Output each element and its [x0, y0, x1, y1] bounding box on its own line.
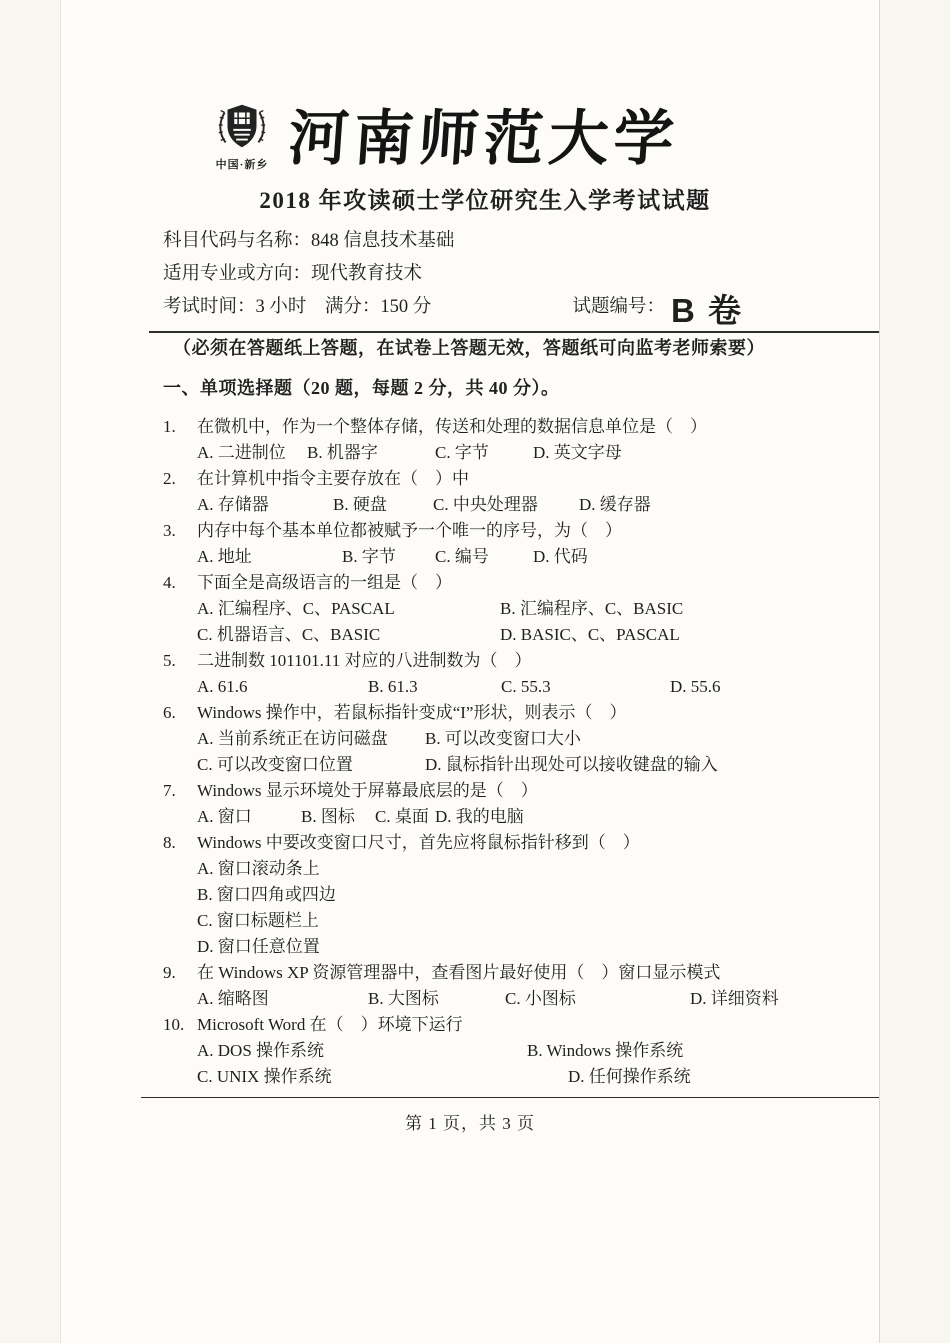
- question-number: 10.: [163, 1015, 185, 1034]
- option-row: [197, 622, 883, 648]
- question-stem: Windows 操作中，若鼠标指针变成“I”形状，则表示（ ）: [197, 703, 627, 722]
- option: C. 编号: [435, 547, 489, 566]
- university-seal-icon: [211, 97, 273, 155]
- option: A. 窗口滚动条上: [197, 859, 320, 878]
- emblem-caption: 中国·新乡: [215, 158, 269, 171]
- option: D. 我的电脑: [435, 807, 524, 826]
- question-stem: Windows 中要改变窗口尺寸，首先应将鼠标指针移到（ ）: [197, 833, 640, 852]
- section-title: 一、单项选择题（20 题，每题 2 分，共 40 分）。: [163, 378, 560, 398]
- option: D. 鼠标指针出现处可以接收键盘的输入: [425, 755, 718, 774]
- time-and-paper-line: [163, 291, 879, 329]
- option: B. 机器字: [307, 443, 378, 462]
- question-number: 5.: [163, 651, 176, 670]
- option: C. 可以改变窗口位置: [197, 755, 353, 774]
- question-stem: 在 Windows XP 资源管理器中，查看图片最好使用（ ）窗口显示模式: [197, 963, 721, 982]
- exam-title: 2018 年攻读硕士学位研究生入学考试试题: [259, 188, 711, 213]
- question-number: 8.: [163, 833, 176, 852]
- option: D. BASIC、C、PASCAL: [500, 625, 680, 644]
- question-number: 7.: [163, 781, 176, 800]
- option: A. DOS 操作系统: [197, 1041, 325, 1060]
- university-emblem: [211, 97, 273, 172]
- question-number: 1.: [163, 417, 176, 436]
- option: B. 字节: [342, 547, 396, 566]
- option: D. 缓存器: [579, 495, 651, 514]
- option-row: [197, 1038, 883, 1064]
- option-row: [197, 726, 883, 752]
- option: D. 窗口任意位置: [197, 937, 320, 956]
- option: D. 55.6: [670, 677, 721, 696]
- option: B. 可以改变窗口大小: [425, 729, 581, 748]
- footer-divider-rule: [141, 1097, 879, 1098]
- option: B. 汇编程序、C、BASIC: [500, 599, 684, 618]
- question: [163, 830, 883, 960]
- option-row: [197, 440, 883, 466]
- option: B. 图标: [301, 807, 355, 826]
- option-row: [197, 544, 883, 570]
- option-row: [197, 934, 883, 960]
- option-row: [197, 1064, 883, 1090]
- option-row: [197, 804, 883, 830]
- option: B. 61.3: [368, 677, 418, 696]
- question-stem: 在计算机中指令主要存放在（ ）中: [197, 469, 469, 488]
- question-stem: 在微机中，作为一个整体存储，传送和处理的数据信息单位是（ ）: [197, 417, 707, 436]
- option: A. 存储器: [197, 495, 269, 514]
- question-number: 9.: [163, 963, 176, 982]
- option: B. Windows 操作系统: [527, 1041, 684, 1060]
- exam-info-block: [163, 225, 879, 329]
- option-row: [197, 856, 883, 882]
- question-number: 3.: [163, 521, 176, 540]
- question-list: [163, 414, 883, 1090]
- option: A. 二进制位: [197, 443, 286, 462]
- option: C. 机器语言、C、BASIC: [197, 625, 381, 644]
- option-row: [197, 882, 883, 908]
- question: [163, 1012, 883, 1090]
- option-row: [197, 752, 883, 778]
- question: [163, 778, 883, 830]
- question: [163, 700, 883, 778]
- question-number: 4.: [163, 573, 176, 592]
- question-number: 2.: [163, 469, 176, 488]
- option: A. 汇编程序、C、PASCAL: [197, 599, 395, 618]
- option-row: [197, 492, 883, 518]
- question-stem: Windows 显示环境处于屏幕最底层的是（ ）: [197, 781, 538, 800]
- option: C. 小图标: [505, 989, 576, 1008]
- option: A. 缩略图: [197, 989, 269, 1008]
- option: B. 窗口四角或四边: [197, 885, 336, 904]
- option: D. 详细资料: [690, 989, 779, 1008]
- paper-no-value: B 卷: [671, 292, 743, 329]
- option: C. 字节: [435, 443, 489, 462]
- option: D. 代码: [533, 547, 588, 566]
- option: A. 当前系统正在访问磁盘: [197, 729, 388, 748]
- university-title: 河南师范大学: [286, 106, 681, 172]
- question: [163, 414, 883, 466]
- question-number: 6.: [163, 703, 176, 722]
- question: [163, 570, 883, 648]
- option: C. 窗口标题栏上: [197, 911, 319, 930]
- subject-line: 科目代码与名称：848 信息技术基础: [163, 231, 455, 251]
- option-row: [197, 674, 883, 700]
- question-stem: Microsoft Word 在（ ）环境下运行: [197, 1015, 463, 1034]
- paper-header: [211, 88, 679, 180]
- question: [163, 518, 883, 570]
- option: A. 61.6: [197, 677, 248, 696]
- option: B. 大图标: [368, 989, 439, 1008]
- question: [163, 466, 883, 518]
- option: C. 55.3: [501, 677, 551, 696]
- option: D. 英文字母: [533, 443, 622, 462]
- paper-no-label: 试题编号：: [572, 297, 665, 317]
- question-stem: 二进制数 101101.11 对应的八进制数为（ ）: [197, 651, 532, 670]
- question-stem: 下面全是高级语言的一组是（ ）: [197, 573, 452, 592]
- question: [163, 648, 883, 700]
- header-divider-rule: [149, 331, 879, 333]
- major-line: 适用专业或方向：现代教育技术: [163, 264, 423, 284]
- option: B. 硬盘: [333, 495, 387, 514]
- paper-number-group: [572, 291, 743, 329]
- option-row: [197, 908, 883, 934]
- time-line: 考试时间：3 小时 满分：150 分: [163, 297, 432, 317]
- exam-paper-page: [60, 0, 880, 1343]
- option: C. UNIX 操作系统: [197, 1067, 332, 1086]
- option-row: [197, 596, 883, 622]
- page-number: 第 1 页，共 3 页: [405, 1114, 535, 1133]
- option: D. 任何操作系统: [568, 1067, 691, 1086]
- option: C. 桌面: [375, 807, 429, 826]
- option: A. 地址: [197, 547, 252, 566]
- question: [163, 960, 883, 1012]
- option-row: [197, 986, 883, 1012]
- option: A. 窗口: [197, 807, 252, 826]
- notice-text: （必须在答题纸上答题，在试卷上答题无效，答题纸可向监考老师索要）: [173, 338, 765, 358]
- option: C. 中央处理器: [433, 495, 538, 514]
- question-stem: 内存中每个基本单位都被赋予一个唯一的序号，为（ ）: [197, 521, 622, 540]
